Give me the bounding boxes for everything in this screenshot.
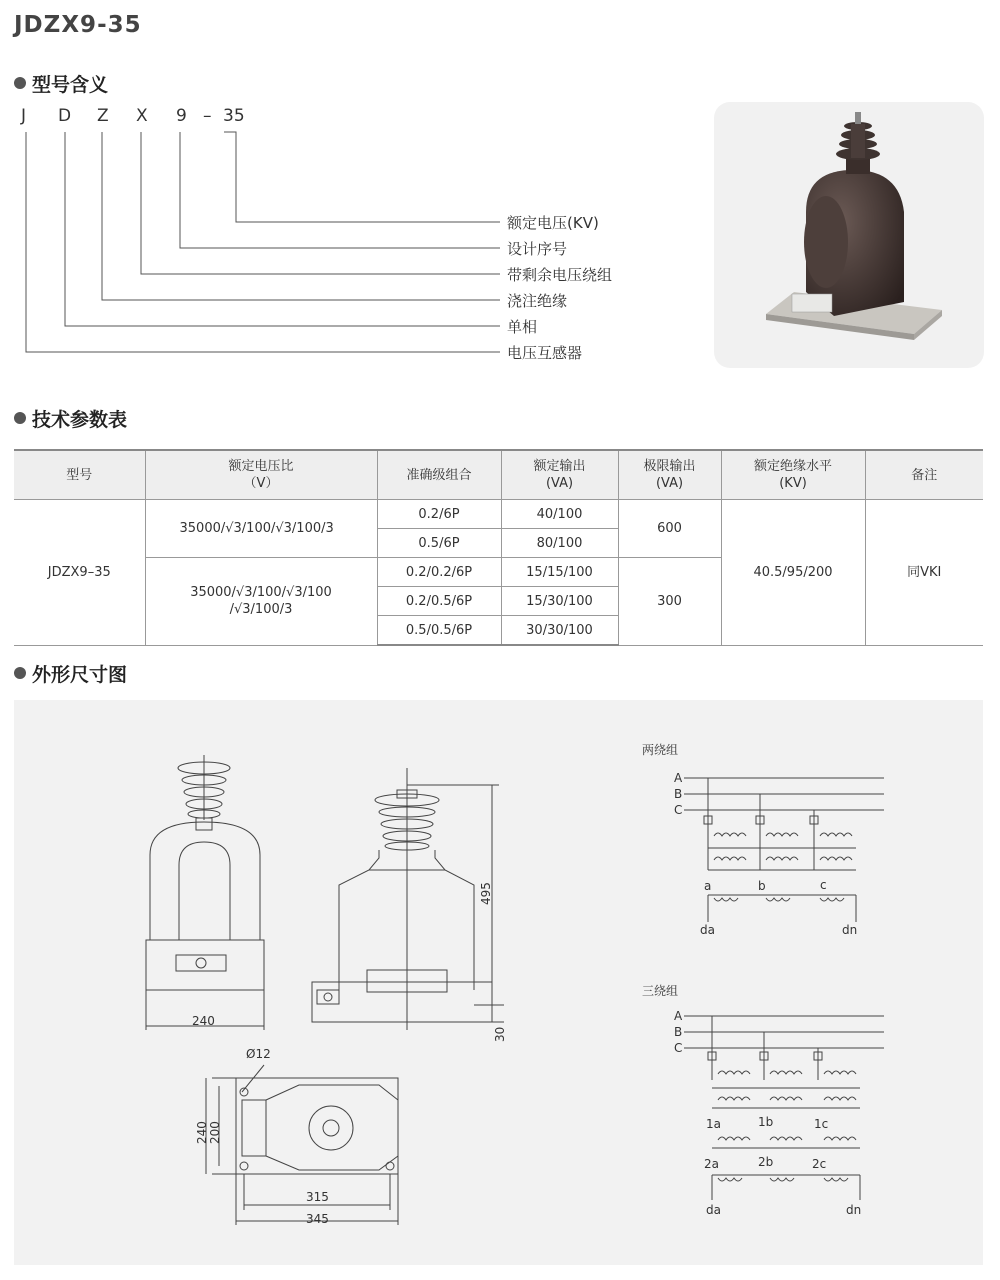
terminal-dn-label: dn	[846, 1203, 862, 1217]
cell-limit-a: 600	[618, 500, 721, 558]
model-desc-cast-insulation: 浇注绝缘	[507, 292, 568, 310]
product-photo	[714, 102, 984, 368]
table-row	[14, 500, 983, 529]
cell-accuracy: 0.2/0.2/6P	[377, 558, 501, 587]
cell-ratio-b: 35000/√3/100/√3/100 /√3/100/3	[145, 558, 377, 646]
dim-315: 315	[306, 1190, 329, 1204]
bullet-icon	[14, 667, 26, 679]
terminal-a-label: a	[704, 879, 712, 893]
two-winding-title: 两绕组	[642, 743, 679, 757]
cell-output: 15/15/100	[501, 558, 618, 587]
terminal-1b-label: 1b	[758, 1115, 774, 1129]
dim-345: 345	[306, 1212, 329, 1226]
section-title: 技术参数表	[32, 409, 128, 431]
front-view	[146, 755, 264, 1030]
spec-table	[14, 449, 983, 646]
code-letter-9: 9	[176, 106, 187, 126]
cell-output: 15/30/100	[501, 587, 618, 616]
section-dimensions	[14, 660, 127, 687]
phase-b-label: B	[674, 1025, 683, 1039]
phase-a-label: A	[674, 1009, 683, 1023]
table-header-row	[14, 450, 983, 500]
phase-a-label: A	[674, 771, 683, 785]
terminal-1a-label: 1a	[706, 1117, 721, 1131]
section-title: 型号含义	[32, 74, 109, 96]
cell-insulation: 40.5/95/200	[721, 500, 865, 646]
th-output: 额定输出 (VA)	[501, 450, 618, 500]
top-view	[206, 1065, 398, 1225]
code-letter-x: X	[136, 106, 148, 126]
cell-remark: 同VKI	[865, 500, 983, 646]
code-letter-d: D	[58, 106, 72, 126]
dim-base: 30	[493, 1026, 507, 1042]
model-desc-residual-winding: 带剩余电压绕组	[507, 266, 613, 284]
model-desc-design-no: 设计序号	[507, 240, 568, 258]
dim-hole: Ø12	[246, 1047, 271, 1061]
phase-b-label: B	[674, 787, 683, 801]
model-desc-single-phase: 单相	[507, 318, 538, 336]
model-desc-voltage-transformer: 电压互感器	[507, 344, 583, 362]
dimension-drawing	[14, 700, 983, 1265]
cell-ratio-a: 35000/√3/100/√3/100/3	[145, 500, 377, 558]
model-desc-voltage: 额定电压(KV)	[507, 214, 599, 232]
code-letter-dash: –	[203, 106, 212, 126]
three-winding-diagram	[684, 1016, 884, 1200]
terminal-da-label: da	[706, 1203, 721, 1217]
terminal-dn-label: dn	[842, 923, 858, 937]
terminal-2a-label: 2a	[704, 1157, 719, 1171]
cell-accuracy: 0.5/6P	[377, 529, 501, 558]
two-winding-diagram	[684, 778, 884, 922]
cell-accuracy: 0.2/6P	[377, 500, 501, 529]
phase-c-label: C	[674, 803, 683, 817]
th-model: 型号	[14, 450, 145, 500]
dim-240: 240	[195, 1121, 209, 1144]
th-accuracy: 准确级组合	[377, 450, 501, 500]
cell-limit-b: 300	[618, 558, 721, 646]
side-view	[312, 768, 504, 1030]
cell-accuracy: 0.5/0.5/6P	[377, 616, 501, 646]
phase-c-label: C	[674, 1041, 683, 1055]
terminal-2b-label: 2b	[758, 1155, 774, 1169]
dim-height: 495	[479, 882, 493, 905]
cell-output: 30/30/100	[501, 616, 618, 646]
dimension-drawing-area	[14, 700, 983, 1265]
th-remark: 备注	[865, 450, 983, 500]
th-limit: 极限输出 (VA)	[618, 450, 721, 500]
model-code-leader-lines	[0, 0, 520, 370]
terminal-1c-label: 1c	[814, 1117, 829, 1131]
th-insulation: 额定绝缘水平 (KV)	[721, 450, 865, 500]
cell-model: JDZX9–35	[14, 500, 145, 646]
code-letter-z: Z	[97, 106, 109, 126]
terminal-da-label: da	[700, 923, 715, 937]
terminal-c-label: c	[820, 878, 827, 892]
code-letter-j: J	[21, 106, 27, 126]
code-letter-35: 35	[223, 106, 245, 126]
page-title: JDZX9-35	[14, 12, 142, 38]
dim-front-width: 240	[192, 1014, 215, 1028]
cell-accuracy: 0.2/0.5/6P	[377, 587, 501, 616]
section-tech-params	[14, 405, 127, 432]
bullet-icon	[14, 412, 26, 424]
terminal-2c-label: 2c	[812, 1157, 827, 1171]
three-winding-title: 三绕组	[642, 984, 679, 998]
terminal-b-label: b	[758, 879, 766, 893]
dim-200: 200	[208, 1121, 222, 1144]
th-ratio: 额定电压比 （V）	[145, 450, 377, 500]
section-title: 外形尺寸图	[32, 664, 128, 686]
cell-output: 40/100	[501, 500, 618, 529]
cell-output: 80/100	[501, 529, 618, 558]
